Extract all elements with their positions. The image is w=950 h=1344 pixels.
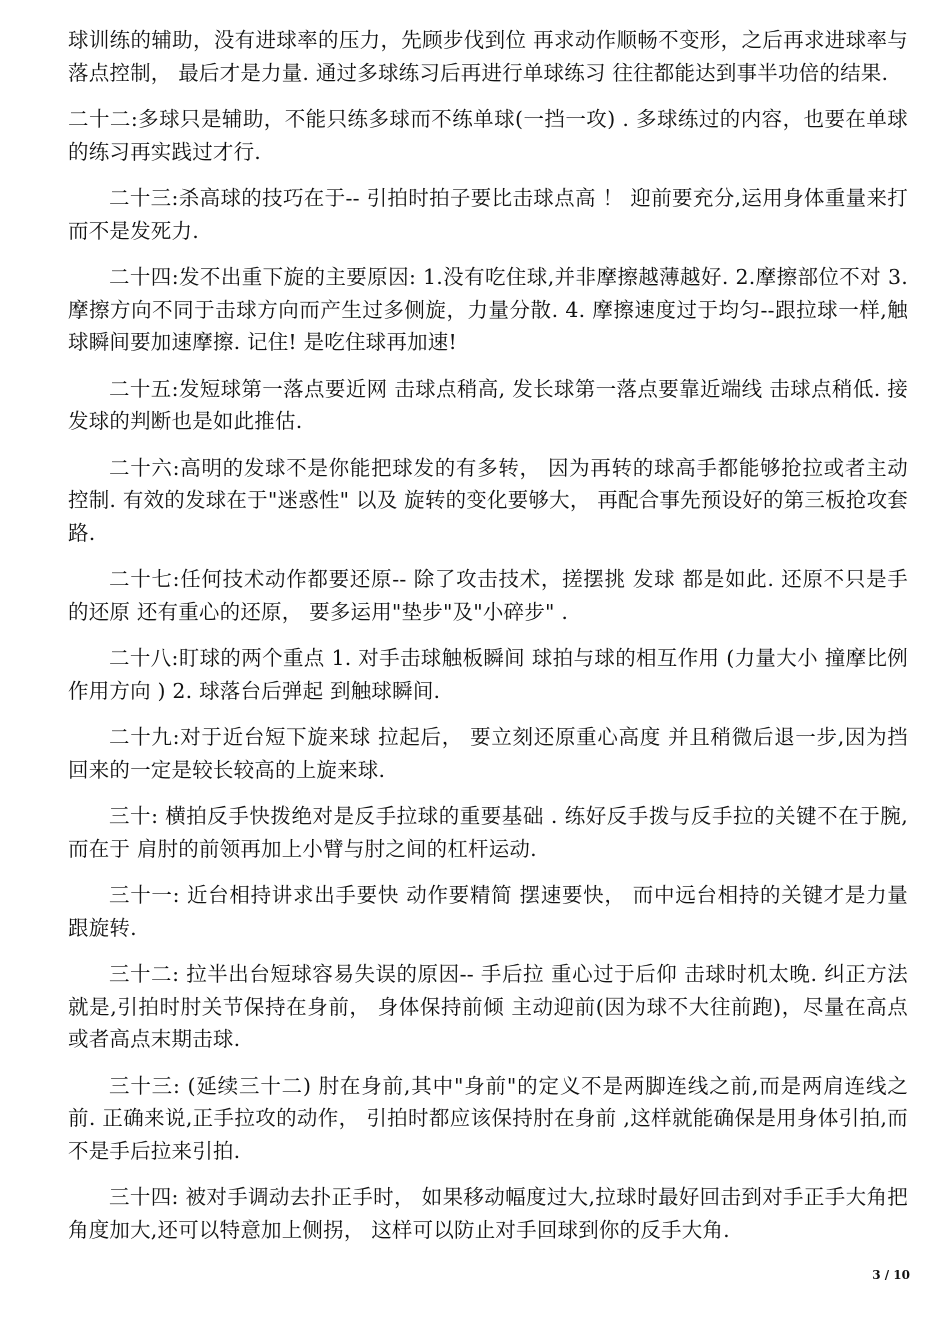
document-body <box>68 24 908 1260</box>
paragraph-27: 二十七:任何技术动作都要还原-- 除了攻击技术，搓摆挑 发球 都是如此. 还原不只是手的还原 还有重心的还原， 要多运用"垫步"及"小碎步" . <box>68 567 908 624</box>
paragraph-25: 二十五:发短球第一落点要近网 击球点稍高, 发长球第一落点要靠近端线 击球点稍低. 接发球的判断也是如此推估. <box>68 376 908 433</box>
paragraph-31: 三十一: 近台相持讲求出手要快 动作要精简 摆速要快， 而中远台相持的关键才是力量跟旋转. <box>68 883 908 940</box>
paragraph-32: 三十二: 拉半出台短球容易失误的原因-- 手后拉 重心过于后仰 击球时机太晚. 纠正方法就是,引拍时肘关节保持在身前， 身体保持前倾 主动迎前(因为球不大往前跑)，尽量在高点或者高点末期击球. <box>68 962 908 1051</box>
paragraph-28: 二十八:盯球的两个重点 1. 对手击球触板瞬间 球拍与球的相互作用 (力量大小 撞摩比例 作用方向 ) 2. 球落台后弹起 到触球瞬间. <box>68 646 908 703</box>
paragraph-24: 二十四:发不出重下旋的主要原因: 1.没有吃住球,并非摩擦越薄越好. 2.摩擦部位不对 3. 摩擦方向不同于击球方向而产生过多侧旋，力量分散. 4. 摩擦速度过于均匀--跟拉球一样,触球瞬间要加速摩擦. 记住! 是吃住球再加速! <box>68 265 908 354</box>
paragraph-29: 二十九:对于近台短下旋来球 拉起后， 要立刻还原重心高度 并且稍微后退一步,因为挡回来的一定是较长较高的上旋来球. <box>68 725 908 782</box>
paragraph-30: 三十: 横拍反手快拨绝对是反手拉球的重要基础 . 练好反手拨与反手拉的关键不在于腕,而在于 肩肘的前领再加上小臂与肘之间的杠杆运动. <box>68 804 908 861</box>
page-number: 3 / 10 <box>872 1268 910 1282</box>
paragraph-continuation: 球训练的辅助，没有进球率的压力，先顾步伐到位 再求动作顺畅不变形，之后再求进球率与落点控制， 最后才是力量. 通过多球练习后再进行单球练习 往往都能达到事半功倍的结果. <box>68 28 908 85</box>
paragraph-33: 三十三: (延续三十二) 肘在身前,其中"身前"的定义不是两脚连线之前,而是两肩连线之前. 正确来说,正手拉攻的动作， 引拍时都应该保持肘在身前 ,这样就能确保是用身体引拍,而不是手后拉来引拍. <box>68 1073 908 1163</box>
paragraph-26: 二十六:高明的发球不是你能把球发的有多转， 因为再转的球高手都能够抢拉或者主动控制. 有效的发球在于"迷惑性" 以及 旋转的变化要够大， 再配合事先预设好的第三板抢攻套路. <box>68 455 908 545</box>
paragraph-22: 二十二:多球只是辅助，不能只练多球而不练单球(一挡一攻) . 多球练过的内容，也要在单球的练习再实践过才行. <box>68 107 908 164</box>
paragraph-34: 三十四: 被对手调动去扑正手时， 如果移动幅度过大,拉球时最好回击到对手正手大角把角度加大,还可以特意加上侧拐， 这样可以防止对手回球到你的反手大角. <box>68 1185 908 1242</box>
paragraph-23: 二十三:杀高球的技巧在于-- 引拍时拍子要比击球点高 ！ 迎前要充分,运用身体重量来打而不是发死力. <box>68 186 908 243</box>
